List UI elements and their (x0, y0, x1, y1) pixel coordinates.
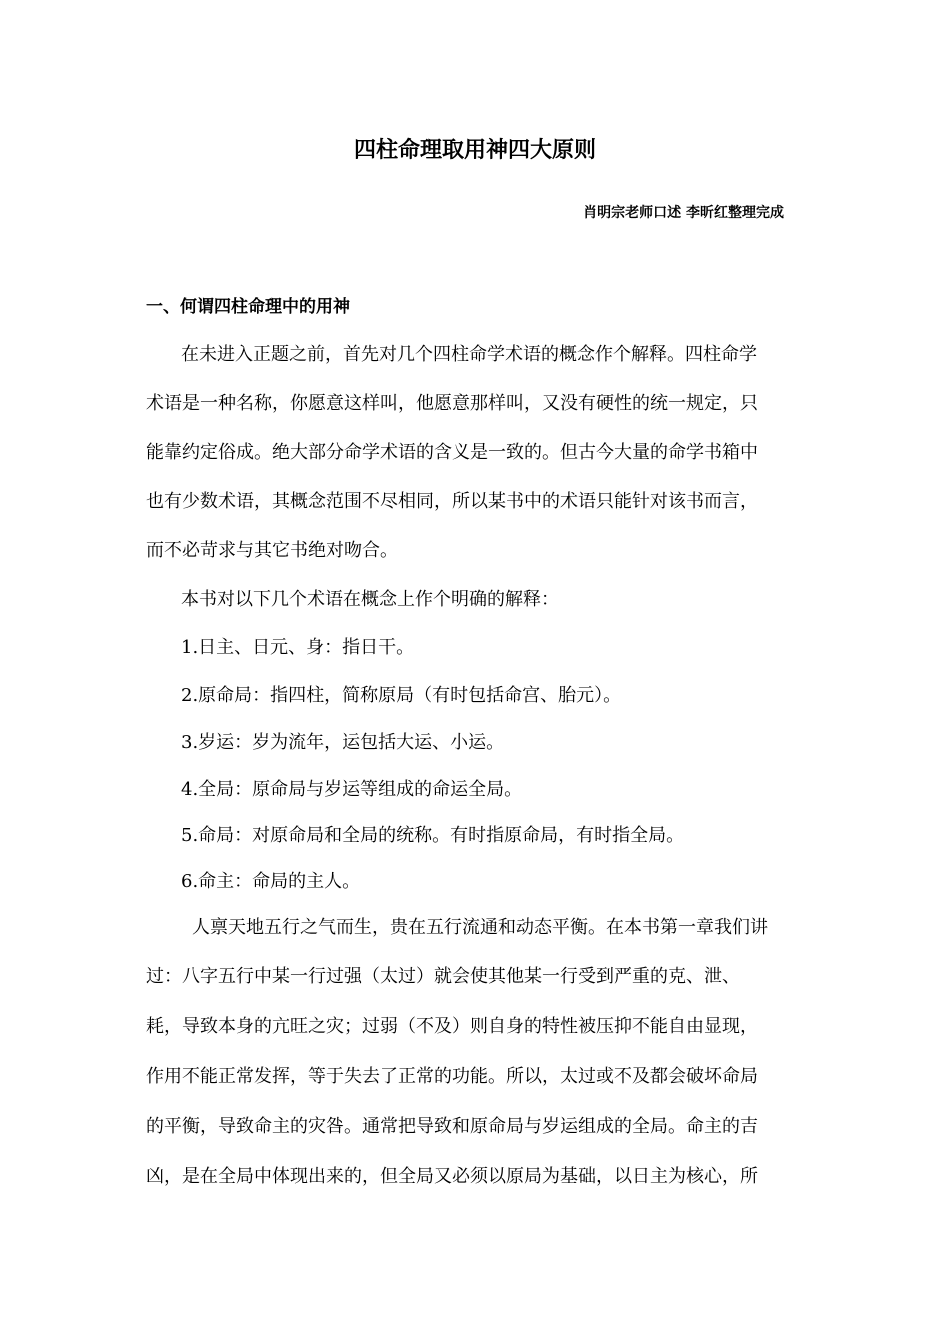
paragraph2-line: 人禀天地五行之气而生，贵在五行流通和动态平衡。在本书第一章我们讲 (192, 917, 768, 938)
paragraph2-line: 凶，是在全局中体现出来的，但全局又必须以原局为基础，以日主为核心，所 (146, 1166, 758, 1187)
definition-item: 5.命局：对原命局和全局的统称。有时指原命局，有时指全局。 (181, 825, 685, 846)
definition-item: 1.日主、日元、身：指日干。 (181, 637, 415, 658)
paragraph1-line: 能靠约定俗成。绝大部分命学术语的含义是一致的。但古今大量的命学书箱中 (146, 442, 758, 463)
paragraph1-line: 术语是一种名称，你愿意这样叫，他愿意那样叫，又没有硬性的统一规定，只 (146, 393, 758, 414)
paragraph1-line: 而不必苛求与其它书绝对吻合。 (146, 540, 398, 561)
definition-item: 3.岁运：岁为流年，运包括大运、小运。 (181, 732, 505, 753)
paragraph2-line: 的平衡，导致命主的灾咎。通常把导致和原命局与岁运组成的全局。命主的吉 (146, 1116, 758, 1137)
document-title: 四柱命理取用神四大原则 (353, 138, 596, 163)
paragraph2-line: 过：八字五行中某一行过强（太过）就会使其他某一行受到严重的克、泄、 (146, 966, 740, 987)
paragraph2-line: 作用不能正常发挥，等于失去了正常的功能。所以，太过或不及都会破坏命局 (146, 1066, 758, 1087)
section-heading: 一、何谓四柱命理中的用神 (146, 297, 350, 317)
definition-item: 6.命主：命局的主人。 (181, 871, 361, 892)
definitions-intro: 本书对以下几个术语在概念上作个明确的解释： (181, 589, 559, 610)
definition-item: 2.原命局：指四柱，简称原局（有时包括命宫、胎元）。 (181, 685, 622, 706)
paragraph1-line: 也有少数术语，其概念范围不尽相同，所以某书中的术语只能针对该书而言， (146, 491, 758, 512)
document-byline: 肖明宗老师口述 李昕红整理完成 (583, 205, 784, 221)
definition-item: 4.全局：原命局与岁运等组成的命运全局。 (181, 779, 523, 800)
paragraph2-line: 耗，导致本身的亢旺之灾；过弱（不及）则自身的特性被压抑不能自由显现， (146, 1016, 758, 1037)
paragraph1-line: 在未进入正题之前，首先对几个四柱命学术语的概念作个解释。四柱命学 (181, 344, 757, 365)
